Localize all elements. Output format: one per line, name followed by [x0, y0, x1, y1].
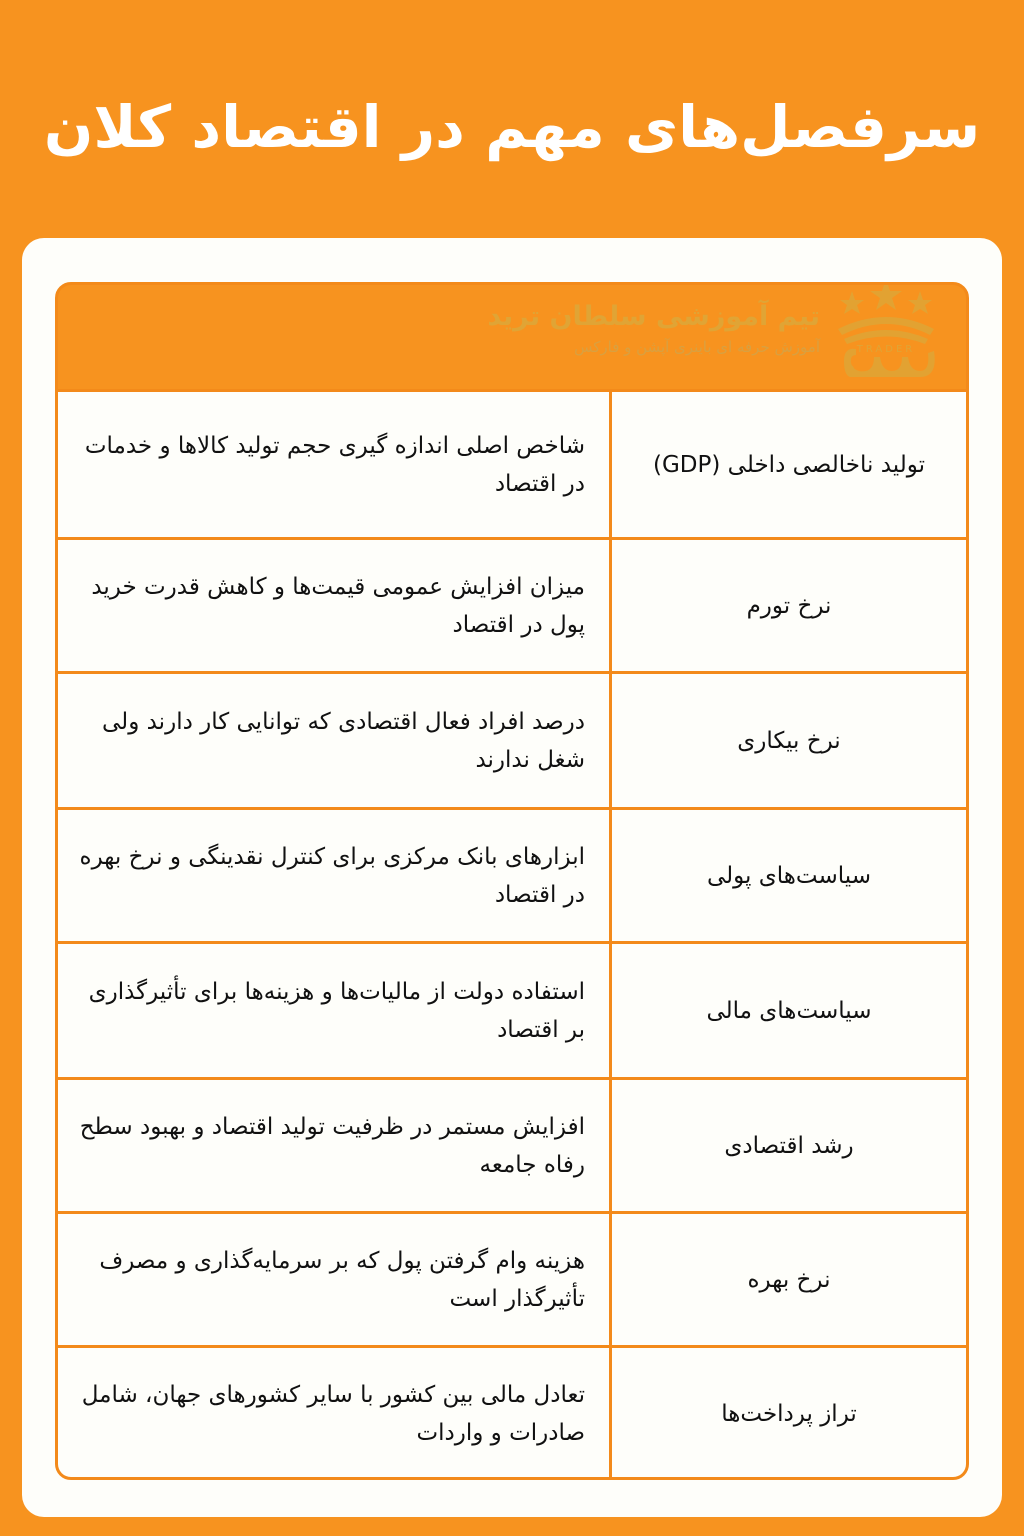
- brand-tagline: آموزش حرفه ای باینری آپشن و فارکس: [574, 338, 820, 356]
- description-cell: شاخص اصلی اندازه گیری حجم تولید کالاها و خدمات در اقتصاد: [58, 392, 609, 537]
- term-cell: نرخ بیکاری: [612, 674, 966, 807]
- table-row: [58, 1348, 966, 1480]
- description-cell: میزان افزایش عمومی قیمت‌ها و کاهش قدرت خرید پول در اقتصاد: [58, 540, 609, 671]
- description-cell: ابزارهای بانک مرکزی برای کنترل نقدینگی و نرخ بهره در اقتصاد: [58, 810, 609, 941]
- term-cell: تولید ناخالصی داخلی (GDP): [612, 392, 966, 537]
- content-card: [22, 238, 1002, 1517]
- term-cell: نرخ تورم: [612, 540, 966, 671]
- description-cell: تعادل مالی بین کشور با سایر کشورهای جهان، شامل صادرات و واردات: [58, 1348, 609, 1480]
- table-row: [58, 1080, 966, 1211]
- term-cell: رشد اقتصادی: [612, 1080, 966, 1211]
- description-cell: درصد افراد فعال اقتصادی که توانایی کار دارند ولی شغل ندارند: [58, 674, 609, 807]
- page-title: سرفصل‌های مهم در اقتصاد کلان: [43, 93, 981, 161]
- table-header-band: [58, 285, 966, 389]
- description-cell: استفاده دولت از مالیات‌ها و هزینه‌ها برای تأثیرگذاری بر اقتصاد: [58, 944, 609, 1077]
- term-cell: سیاست‌های پولی: [612, 810, 966, 941]
- table-row: [58, 540, 966, 671]
- sultan-trader-logo-icon: [830, 282, 942, 381]
- brand-watermark: [487, 299, 820, 359]
- table-row: [58, 810, 966, 941]
- topics-table: [55, 282, 969, 1480]
- table-row: [58, 392, 966, 537]
- term-cell: تراز پرداخت‌ها: [612, 1348, 966, 1480]
- description-cell: هزینه وام گرفتن پول که بر سرمایه‌گذاری و مصرف تأثیرگذار است: [58, 1214, 609, 1345]
- svg-text:TRADER: TRADER: [856, 344, 916, 355]
- term-cell: سیاست‌های مالی: [612, 944, 966, 1077]
- table-row: [58, 1214, 966, 1345]
- table-row: [58, 944, 966, 1077]
- term-cell: نرخ بهره: [612, 1214, 966, 1345]
- brand-name: تیم آموزشی سلطان ترید: [487, 301, 820, 332]
- table-row: [58, 674, 966, 807]
- description-cell: افزایش مستمر در ظرفیت تولید اقتصاد و بهبود سطح رفاه جامعه: [58, 1080, 609, 1211]
